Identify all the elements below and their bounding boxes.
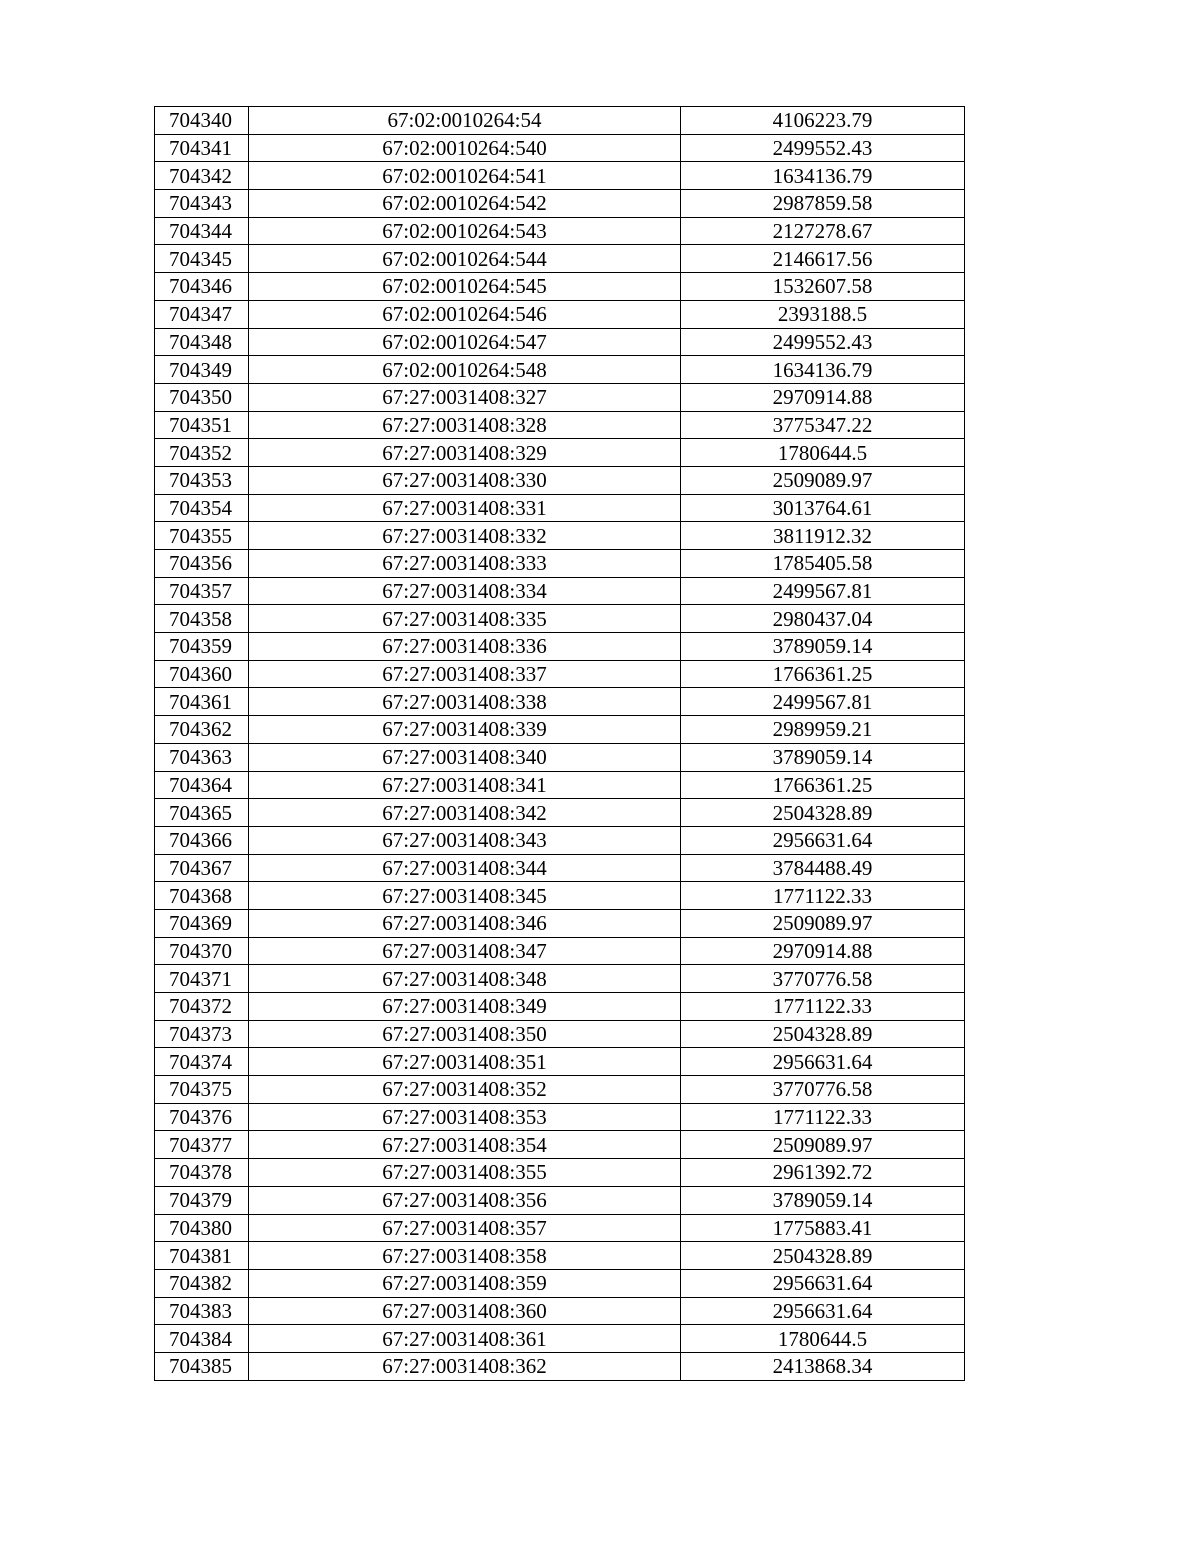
cadastral-number: 67:27:0031408:362 — [249, 1352, 681, 1380]
cadastral-number: 67:27:0031408:332 — [249, 522, 681, 550]
cadastral-number: 67:02:0010264:543 — [249, 217, 681, 245]
row-number: 704368 — [155, 882, 249, 910]
cadastral-value: 3811912.32 — [681, 522, 965, 550]
row-number: 704350 — [155, 383, 249, 411]
cadastral-value: 1532607.58 — [681, 273, 965, 301]
table-row — [155, 217, 965, 245]
cadastral-value: 2146617.56 — [681, 245, 965, 273]
row-number: 704379 — [155, 1186, 249, 1214]
table-row — [155, 1325, 965, 1353]
row-number: 704375 — [155, 1076, 249, 1104]
cadastral-value: 2509089.97 — [681, 466, 965, 494]
cadastral-number: 67:02:0010264:547 — [249, 328, 681, 356]
table-row — [155, 1242, 965, 1270]
cadastral-value: 3013764.61 — [681, 494, 965, 522]
table-row — [155, 771, 965, 799]
table-row — [155, 799, 965, 827]
cadastral-value: 2956631.64 — [681, 826, 965, 854]
cadastral-value: 1766361.25 — [681, 660, 965, 688]
row-number: 704343 — [155, 190, 249, 218]
table-row — [155, 937, 965, 965]
table-row — [155, 1076, 965, 1104]
table-row — [155, 826, 965, 854]
cadastral-value: 2499567.81 — [681, 688, 965, 716]
cadastral-number: 67:27:0031408:330 — [249, 466, 681, 494]
table-row — [155, 300, 965, 328]
row-number: 704344 — [155, 217, 249, 245]
cadastral-number: 67:27:0031408:352 — [249, 1076, 681, 1104]
cadastral-value: 3784488.49 — [681, 854, 965, 882]
table-row — [155, 965, 965, 993]
cadastral-number: 67:27:0031408:345 — [249, 882, 681, 910]
table-row — [155, 494, 965, 522]
cadastral-value: 1634136.79 — [681, 356, 965, 384]
row-number: 704363 — [155, 743, 249, 771]
cadastral-value: 1634136.79 — [681, 162, 965, 190]
cadastral-number: 67:27:0031408:335 — [249, 605, 681, 633]
cadastral-value: 2504328.89 — [681, 1020, 965, 1048]
cadastral-number: 67:27:0031408:336 — [249, 633, 681, 661]
cadastral-value: 2956631.64 — [681, 1269, 965, 1297]
cadastral-number: 67:27:0031408:354 — [249, 1131, 681, 1159]
cadastral-number: 67:02:0010264:54 — [249, 107, 681, 135]
table-row — [155, 854, 965, 882]
cadastral-number: 67:02:0010264:548 — [249, 356, 681, 384]
row-number: 704377 — [155, 1131, 249, 1159]
cadastral-number: 67:02:0010264:546 — [249, 300, 681, 328]
row-number: 704349 — [155, 356, 249, 384]
table-row — [155, 550, 965, 578]
row-number: 704384 — [155, 1325, 249, 1353]
row-number: 704364 — [155, 771, 249, 799]
cadastral-value: 2987859.58 — [681, 190, 965, 218]
cadastral-number: 67:27:0031408:337 — [249, 660, 681, 688]
table-row — [155, 107, 965, 135]
row-number: 704353 — [155, 466, 249, 494]
row-number: 704367 — [155, 854, 249, 882]
cadastral-value: 3789059.14 — [681, 1186, 965, 1214]
table-row — [155, 162, 965, 190]
table-row — [155, 716, 965, 744]
row-number: 704373 — [155, 1020, 249, 1048]
cadastral-value: 2504328.89 — [681, 799, 965, 827]
cadastral-value: 1780644.5 — [681, 1325, 965, 1353]
cadastral-value: 3789059.14 — [681, 743, 965, 771]
row-number: 704369 — [155, 909, 249, 937]
table-row — [155, 688, 965, 716]
cadastral-value: 2127278.67 — [681, 217, 965, 245]
row-number: 704347 — [155, 300, 249, 328]
cadastral-value: 2956631.64 — [681, 1048, 965, 1076]
row-number: 704341 — [155, 134, 249, 162]
row-number: 704385 — [155, 1352, 249, 1380]
cadastral-number: 67:02:0010264:540 — [249, 134, 681, 162]
cadastral-number: 67:27:0031408:358 — [249, 1242, 681, 1270]
cadastral-value: 1771122.33 — [681, 882, 965, 910]
table-row — [155, 1159, 965, 1187]
table-row — [155, 605, 965, 633]
cadastral-number: 67:27:0031408:356 — [249, 1186, 681, 1214]
cadastral-value: 2970914.88 — [681, 383, 965, 411]
cadastral-value: 3770776.58 — [681, 965, 965, 993]
table-row — [155, 439, 965, 467]
row-number: 704355 — [155, 522, 249, 550]
cadastral-number: 67:27:0031408:351 — [249, 1048, 681, 1076]
table-row — [155, 633, 965, 661]
table-row — [155, 1352, 965, 1380]
cadastral-number: 67:27:0031408:353 — [249, 1103, 681, 1131]
row-number: 704356 — [155, 550, 249, 578]
row-number: 704358 — [155, 605, 249, 633]
cadastral-value: 2413868.34 — [681, 1352, 965, 1380]
cadastral-value: 2499567.81 — [681, 577, 965, 605]
cadastral-number: 67:27:0031408:359 — [249, 1269, 681, 1297]
table-row — [155, 1048, 965, 1076]
cadastral-number: 67:27:0031408:339 — [249, 716, 681, 744]
table-row — [155, 466, 965, 494]
cadastral-number: 67:27:0031408:355 — [249, 1159, 681, 1187]
cadastral-number: 67:27:0031408:340 — [249, 743, 681, 771]
cadastral-value: 2393188.5 — [681, 300, 965, 328]
cadastral-number: 67:27:0031408:361 — [249, 1325, 681, 1353]
cadastral-number: 67:27:0031408:342 — [249, 799, 681, 827]
cadastral-value: 3775347.22 — [681, 411, 965, 439]
table-body — [155, 107, 965, 1381]
cadastral-number: 67:27:0031408:327 — [249, 383, 681, 411]
cadastral-value: 3789059.14 — [681, 633, 965, 661]
row-number: 704372 — [155, 993, 249, 1021]
cadastral-number: 67:27:0031408:334 — [249, 577, 681, 605]
cadastral-number: 67:27:0031408:328 — [249, 411, 681, 439]
row-number: 704366 — [155, 826, 249, 854]
cadastral-value: 1780644.5 — [681, 439, 965, 467]
cadastral-number: 67:27:0031408:349 — [249, 993, 681, 1021]
cadastral-number: 67:27:0031408:350 — [249, 1020, 681, 1048]
row-number: 704381 — [155, 1242, 249, 1270]
row-number: 704345 — [155, 245, 249, 273]
cadastral-value: 2989959.21 — [681, 716, 965, 744]
table-row — [155, 577, 965, 605]
table-row — [155, 1103, 965, 1131]
row-number: 704376 — [155, 1103, 249, 1131]
table-row — [155, 993, 965, 1021]
table-row — [155, 1297, 965, 1325]
cadastral-number: 67:27:0031408:357 — [249, 1214, 681, 1242]
row-number: 704362 — [155, 716, 249, 744]
row-number: 704352 — [155, 439, 249, 467]
table-row — [155, 134, 965, 162]
table-row — [155, 660, 965, 688]
row-number: 704378 — [155, 1159, 249, 1187]
row-number: 704360 — [155, 660, 249, 688]
cadastral-value: 2956631.64 — [681, 1297, 965, 1325]
cadastral-value: 1775883.41 — [681, 1214, 965, 1242]
table-row — [155, 273, 965, 301]
table-row — [155, 1186, 965, 1214]
cadastral-number: 67:27:0031408:343 — [249, 826, 681, 854]
cadastral-value: 1766361.25 — [681, 771, 965, 799]
row-number: 704361 — [155, 688, 249, 716]
cadastral-value: 2509089.97 — [681, 909, 965, 937]
cadastral-number: 67:27:0031408:341 — [249, 771, 681, 799]
row-number: 704374 — [155, 1048, 249, 1076]
cadastral-number: 67:27:0031408:348 — [249, 965, 681, 993]
cadastral-value: 2509089.97 — [681, 1131, 965, 1159]
cadastral-number: 67:27:0031408:333 — [249, 550, 681, 578]
row-number: 704340 — [155, 107, 249, 135]
row-number: 704359 — [155, 633, 249, 661]
table-row — [155, 383, 965, 411]
cadastral-value: 2499552.43 — [681, 328, 965, 356]
table-row — [155, 522, 965, 550]
row-number: 704348 — [155, 328, 249, 356]
row-number: 704346 — [155, 273, 249, 301]
row-number: 704342 — [155, 162, 249, 190]
row-number: 704371 — [155, 965, 249, 993]
cadastral-value: 2970914.88 — [681, 937, 965, 965]
table-row — [155, 356, 965, 384]
document-page — [154, 106, 964, 1381]
table-row — [155, 1131, 965, 1159]
cadastral-value: 2504328.89 — [681, 1242, 965, 1270]
row-number: 704382 — [155, 1269, 249, 1297]
table-row — [155, 1269, 965, 1297]
cadastral-number: 67:27:0031408:360 — [249, 1297, 681, 1325]
table-row — [155, 190, 965, 218]
cadastral-number: 67:27:0031408:329 — [249, 439, 681, 467]
cadastral-value: 1771122.33 — [681, 993, 965, 1021]
row-number: 704370 — [155, 937, 249, 965]
table-row — [155, 909, 965, 937]
cadastral-value: 2980437.04 — [681, 605, 965, 633]
table-row — [155, 245, 965, 273]
table-row — [155, 882, 965, 910]
cadastral-value-table — [154, 106, 965, 1381]
row-number: 704351 — [155, 411, 249, 439]
cadastral-number: 67:02:0010264:542 — [249, 190, 681, 218]
row-number: 704380 — [155, 1214, 249, 1242]
row-number: 704365 — [155, 799, 249, 827]
row-number: 704357 — [155, 577, 249, 605]
cadastral-number: 67:02:0010264:544 — [249, 245, 681, 273]
table-row — [155, 743, 965, 771]
cadastral-number: 67:27:0031408:347 — [249, 937, 681, 965]
table-row — [155, 1020, 965, 1048]
cadastral-value: 1785405.58 — [681, 550, 965, 578]
cadastral-number: 67:27:0031408:331 — [249, 494, 681, 522]
cadastral-value: 2961392.72 — [681, 1159, 965, 1187]
cadastral-value: 1771122.33 — [681, 1103, 965, 1131]
table-row — [155, 411, 965, 439]
cadastral-number: 67:02:0010264:541 — [249, 162, 681, 190]
row-number: 704354 — [155, 494, 249, 522]
cadastral-number: 67:27:0031408:338 — [249, 688, 681, 716]
cadastral-number: 67:27:0031408:344 — [249, 854, 681, 882]
cadastral-value: 2499552.43 — [681, 134, 965, 162]
cadastral-number: 67:27:0031408:346 — [249, 909, 681, 937]
cadastral-value: 4106223.79 — [681, 107, 965, 135]
cadastral-value: 3770776.58 — [681, 1076, 965, 1104]
table-row — [155, 1214, 965, 1242]
cadastral-number: 67:02:0010264:545 — [249, 273, 681, 301]
row-number: 704383 — [155, 1297, 249, 1325]
table-row — [155, 328, 965, 356]
